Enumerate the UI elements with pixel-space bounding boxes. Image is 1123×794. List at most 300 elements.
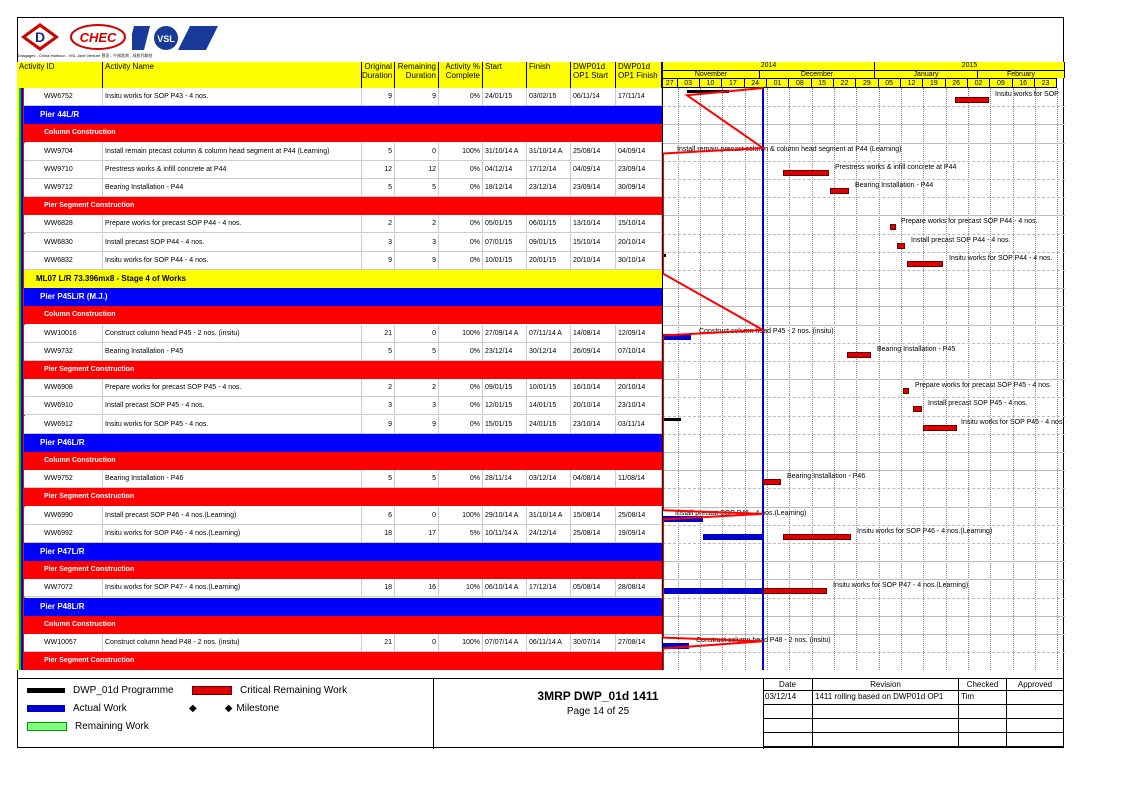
cell-pct: 10%	[439, 579, 483, 597]
wbs-label: Pier P45L/R (M.J.)	[40, 292, 108, 302]
revision-cell	[959, 719, 1007, 733]
col-header-start[interactable]: Start	[483, 62, 527, 88]
cell-rem: 0	[395, 507, 439, 525]
footer	[17, 678, 1064, 749]
timescale-week: 03	[678, 78, 700, 88]
revision-cell	[763, 719, 813, 733]
col-header-activity-id[interactable]: Activity ID	[17, 62, 103, 88]
cell-start: 06/10/14 A	[483, 579, 527, 597]
wbs-label: Column Construction	[44, 620, 116, 628]
revision-header: Checked	[959, 679, 1007, 691]
wbs-label: Pier 44L/R	[40, 110, 80, 120]
cell-finish: 31/10/14 A	[527, 507, 571, 525]
cell-rem: 3	[395, 397, 439, 415]
table-row[interactable]	[24, 88, 662, 106]
cell-op1-start: 13/10/14	[571, 215, 616, 233]
cell-finish: 07/11/14 A	[527, 325, 571, 343]
wbs-label: Pier P46L/R	[40, 437, 85, 447]
cell-rem: 5	[395, 179, 439, 197]
wbs-section-header[interactable]	[24, 561, 662, 579]
wbs-label: Column Construction	[44, 311, 116, 319]
table-row[interactable]	[24, 252, 662, 270]
cell-name: Insitu works for SOP P47 - 4 nos.(Learning)	[103, 579, 362, 597]
wbs-pier-header[interactable]	[24, 598, 662, 616]
cell-op1-start: 05/08/14	[571, 579, 616, 597]
cell-op1-start: 25/08/14	[571, 143, 616, 161]
cell-finish: 03/12/14	[527, 470, 571, 488]
revision-cell	[959, 733, 1007, 747]
timescale-month: February	[978, 70, 1065, 78]
cell-name: Construct column head P45 - 2 nos. (insitu)	[103, 325, 362, 343]
cell-pct: 0%	[439, 215, 483, 233]
cell-pct: 0%	[439, 179, 483, 197]
cell-id: WW9752	[24, 470, 103, 488]
cell-start: 09/01/15	[483, 379, 527, 397]
cell-orig: 3	[362, 234, 395, 252]
wbs-pier-header[interactable]	[24, 434, 662, 452]
cell-op1-finish: 17/11/14	[616, 88, 662, 106]
cell-start: 10/01/15	[483, 252, 527, 270]
bar-label: Construct column head P48 - 2 nos. (insitu)	[696, 637, 831, 644]
cell-op1-start: 25/08/14	[571, 525, 616, 543]
col-header-percent-complete[interactable]: Activity % Complete	[439, 62, 483, 88]
wbs-section-header[interactable]	[24, 361, 662, 379]
cell-orig: 6	[362, 507, 395, 525]
cell-rem: 16	[395, 579, 439, 597]
wbs-section-header[interactable]	[24, 124, 662, 142]
cell-orig: 3	[362, 397, 395, 415]
page-number: Page 14 of 25	[566, 706, 630, 717]
timescale-week: 16	[1013, 78, 1035, 88]
cell-name: Prepare works for precast SOP P45 - 4 nos.	[103, 379, 362, 397]
cell-orig: 2	[362, 379, 395, 397]
cell-id: WW6908	[24, 379, 103, 397]
revision-cell	[959, 705, 1007, 719]
cell-name: Install precast SOP P45 - 4 nos.	[103, 397, 362, 415]
bar-label: Bearing Installation - P46	[787, 473, 866, 481]
cell-name: Install remain precast column & column head segment at P44 (Learning)	[103, 143, 362, 161]
cell-rem: 0	[395, 325, 439, 343]
cell-orig: 2	[362, 215, 395, 233]
bar-label: Bearing Installation - P44	[855, 182, 934, 189]
cell-finish: 23/12/14	[527, 179, 571, 197]
cell-op1-start: 20/10/14	[571, 252, 616, 270]
revision-cell: 03/12/14	[763, 691, 813, 705]
table-row[interactable]	[24, 397, 662, 415]
cell-op1-finish: 30/10/14	[616, 252, 662, 270]
timescale-week: 17	[722, 78, 744, 88]
cell-finish: 03/02/15	[527, 88, 571, 106]
timescale-week: 05	[879, 78, 901, 88]
table-row[interactable]	[24, 179, 662, 197]
cell-op1-start: 15/08/14	[571, 507, 616, 525]
cell-orig: 21	[362, 325, 395, 343]
cell-finish: 14/01/15	[527, 397, 571, 415]
table-row[interactable]	[24, 525, 662, 543]
cell-orig: 5	[362, 179, 395, 197]
col-header-remaining-duration[interactable]: Remaining Duration	[395, 62, 439, 88]
col-header-op1-finish[interactable]: DWP01d OP1 Finish	[616, 62, 662, 88]
cell-rem: 0	[395, 143, 439, 161]
cell-finish: 06/01/15	[527, 215, 571, 233]
cell-pct: 100%	[439, 507, 483, 525]
bar-label: Bearing Installation - P45	[877, 345, 956, 353]
bar-label: Prepare works for precast SOP P45 - 4 nos.	[915, 382, 1052, 390]
wbs-section-header[interactable]	[24, 652, 662, 670]
vsl-logo-icon	[132, 22, 222, 52]
cell-pct: 100%	[439, 143, 483, 161]
timescale-week: 23	[1035, 78, 1057, 88]
cell-start: 10/11/14 A	[483, 525, 527, 543]
wbs-section-header[interactable]	[24, 616, 662, 634]
cell-finish: 20/01/15	[527, 252, 571, 270]
cell-op1-finish: 15/10/14	[616, 215, 662, 233]
cell-op1-finish: 19/09/14	[616, 525, 662, 543]
milestone-icon: ◆	[189, 703, 197, 714]
cell-rem: 0	[395, 634, 439, 652]
wbs-stage-header[interactable]	[24, 270, 662, 288]
legend-actual-label: Actual Work	[73, 703, 127, 714]
logo-caption: Dragages - China Harbour - VSL Joint Venture 寶嘉 - 中國港灣 - 威勝利聯營	[18, 53, 153, 58]
bar-label: Insitu works for SOP P45 - 4 nos.	[961, 418, 1065, 426]
cell-rem: 5	[395, 470, 439, 488]
cell-finish: 06/11/14 A	[527, 634, 571, 652]
timescale-week: 19	[923, 78, 945, 88]
timescale-month: December	[760, 70, 875, 78]
cell-id: WW9732	[24, 343, 103, 361]
col-header-activity-name[interactable]: Activity Name	[103, 62, 362, 88]
cell-start: 12/01/15	[483, 397, 527, 415]
cell-id: WW10016	[24, 325, 103, 343]
cell-rem: 3	[395, 234, 439, 252]
cell-orig: 9	[362, 252, 395, 270]
svg-text:CHEC: CHEC	[79, 30, 117, 45]
legend-programme	[27, 684, 174, 698]
cell-pct: 100%	[439, 325, 483, 343]
cell-orig: 9	[362, 416, 395, 434]
cell-name: Insitu works for SOP P46 - 4 nos.(Learning)	[103, 525, 362, 543]
legend-critical-label: Critical Remaining Work	[240, 685, 348, 696]
wbs-label: ML07 L/R 73.396mx8 - Stage 4 of Works	[36, 274, 187, 283]
cell-op1-finish: 12/09/14	[616, 325, 662, 343]
cell-orig: 5	[362, 343, 395, 361]
cell-start: 23/12/14	[483, 343, 527, 361]
revision-cell	[1007, 719, 1064, 733]
cell-name: Bearing Installation - P45	[103, 343, 362, 361]
cell-id: WW6992	[24, 525, 103, 543]
cell-op1-finish: 27/08/14	[616, 634, 662, 652]
cell-id: WW6752	[24, 88, 103, 106]
cell-op1-start: 04/08/14	[571, 470, 616, 488]
timescale-week: 09	[990, 78, 1012, 88]
cell-id: WW6912	[24, 416, 103, 434]
wbs-pier-header[interactable]	[24, 543, 662, 561]
legend-critical	[192, 684, 347, 698]
legend-remaining	[27, 720, 149, 734]
gantt-chart	[662, 62, 1065, 670]
milestone-icon: ◆	[224, 703, 233, 714]
bar-label: Prestress works & infill concrete at P44	[835, 163, 957, 171]
cell-op1-finish: 28/08/14	[616, 579, 662, 597]
wbs-label: Pier Segment Construction	[44, 366, 135, 373]
wbs-section-header[interactable]	[24, 306, 662, 324]
legend	[17, 679, 434, 749]
cell-orig: 5	[362, 470, 395, 488]
cell-pct: 100%	[439, 634, 483, 652]
legend-actual	[27, 702, 127, 716]
cell-start: 18/12/14	[483, 179, 527, 197]
bar-label: Insitu works for SOP P46 - 4 nos.(Learning)	[857, 527, 993, 535]
cell-rem: 9	[395, 88, 439, 106]
cell-op1-finish: 20/10/14	[616, 234, 662, 252]
table-row[interactable]	[24, 215, 662, 233]
cell-start: 27/09/14 A	[483, 325, 527, 343]
cell-op1-finish: 11/08/14	[616, 470, 662, 488]
timescale-week: 26	[946, 78, 968, 88]
cell-op1-finish: 30/09/14	[616, 179, 662, 197]
bar-label: Prepare works for precast SOP P44 - 4 nos.	[901, 218, 1038, 226]
revision-cell	[1007, 733, 1064, 747]
cell-id: WW9704	[24, 143, 103, 161]
cell-name: Insitu works for SOP P45 - 4 nos.	[103, 416, 362, 434]
legend-actual-swatch	[27, 705, 65, 712]
cell-finish: 17/12/14	[527, 579, 571, 597]
cell-pct: 0%	[439, 416, 483, 434]
cell-orig: 12	[362, 161, 395, 179]
wbs-label: Column Construction	[44, 129, 116, 137]
cell-pct: 0%	[439, 343, 483, 361]
cell-id: WW6910	[24, 397, 103, 415]
cell-rem: 9	[395, 416, 439, 434]
wbs-label: Pier P47L/R	[40, 547, 85, 556]
cell-finish: 31/10/14 A	[527, 143, 571, 161]
legend-remaining-swatch	[27, 722, 67, 731]
svg-text:VSL: VSL	[157, 34, 175, 44]
cell-op1-start: 16/10/14	[571, 379, 616, 397]
cell-name: Insitu works for SOP P43 - 4 nos.	[103, 88, 362, 106]
timescale-week: 15	[812, 78, 834, 88]
cell-name: Bearing Installation - P44	[103, 179, 362, 197]
timescale-week: 02	[968, 78, 990, 88]
cell-rem: 12	[395, 161, 439, 179]
revision-cell	[813, 719, 959, 733]
cell-finish: 10/01/15	[527, 379, 571, 397]
legend-programme-label: DWP_01d Programme	[73, 685, 174, 696]
cell-orig: 21	[362, 634, 395, 652]
revision-header: Revision	[813, 679, 959, 691]
cell-pct: 0%	[439, 161, 483, 179]
cell-name: Install precast SOP P46 - 4 nos.(Learning)	[103, 507, 362, 525]
bar-label: Install precast SOP P45 - 4 nos.	[928, 400, 1028, 408]
timescale-week: 22	[834, 78, 856, 88]
cell-start: 24/01/15	[483, 88, 527, 106]
cell-name: Bearing Installation - P46	[103, 470, 362, 488]
cell-op1-start: 20/10/14	[571, 397, 616, 415]
bar-label: Install precast SOP P46 - 4 nos.(Learning)	[675, 509, 807, 517]
chec-logo-icon	[70, 24, 126, 50]
bar-label: Install precast SOP P44 - 4 nos.	[911, 236, 1011, 244]
cell-start: 31/10/14 A	[483, 143, 527, 161]
cell-finish: 17/12/14	[527, 161, 571, 179]
table-row[interactable]	[24, 161, 662, 179]
timescale-week: 08	[789, 78, 811, 88]
cell-id: WW6828	[24, 215, 103, 233]
cell-finish: 30/12/14	[527, 343, 571, 361]
table-row[interactable]	[24, 507, 662, 525]
revision-cell	[813, 733, 959, 747]
bar-label: Install remain precast column & column head segment at P44 (Learning)	[677, 145, 902, 153]
cell-name: Prepare works for precast SOP P44 - 4 nos.	[103, 215, 362, 233]
wbs-pier-header[interactable]	[24, 288, 662, 306]
bar-label: Insitu works for SOP	[995, 91, 1059, 98]
cell-start: 05/01/15	[483, 215, 527, 233]
cell-rem: 9	[395, 252, 439, 270]
bar-label: Insitu works for SOP P47 - 4 nos.(Learning)	[833, 582, 969, 590]
cell-finish: 09/01/15	[527, 234, 571, 252]
cell-start: 29/10/14 A	[483, 507, 527, 525]
wbs-label: Pier Segment Construction	[44, 202, 135, 210]
cell-start: 04/12/14	[483, 161, 527, 179]
revision-cell	[1007, 705, 1064, 719]
cell-start: 07/01/15	[483, 234, 527, 252]
cell-pct: 0%	[439, 234, 483, 252]
cell-op1-finish: 07/10/14	[616, 343, 662, 361]
col-header-op1-start[interactable]: DWP01d OP1 Start	[571, 62, 616, 88]
table-row[interactable]	[24, 143, 662, 161]
table-row[interactable]	[24, 416, 662, 434]
wbs-label: Pier Segment Construction	[44, 493, 135, 501]
cell-name: Insitu works for SOP P44 - 4 nos.	[103, 252, 362, 270]
cell-pct: 0%	[439, 88, 483, 106]
cell-orig: 5	[362, 143, 395, 161]
revision-cell	[813, 705, 959, 719]
legend-milestone-label: Milestone	[236, 703, 280, 714]
svg-text:D: D	[34, 29, 46, 45]
cell-op1-finish: 20/10/14	[616, 379, 662, 397]
cell-pct: 5%	[439, 525, 483, 543]
cell-op1-finish: 23/10/14	[616, 397, 662, 415]
table-row[interactable]	[24, 634, 662, 652]
cell-rem: 5	[395, 343, 439, 361]
table-row[interactable]	[24, 379, 662, 397]
revision-cell: Tim	[959, 691, 1007, 705]
timescale-week: 10	[700, 78, 722, 88]
wbs-section-header[interactable]	[24, 197, 662, 215]
table-row[interactable]	[24, 325, 662, 343]
cell-finish: 24/01/15	[527, 416, 571, 434]
wbs-label: Column Construction	[44, 457, 116, 464]
bar-label: Insitu works for SOP P44 - 4 nos.	[949, 254, 1053, 262]
cell-op1-start: 23/09/14	[571, 179, 616, 197]
revision-table	[763, 679, 1064, 749]
legend-milestone	[189, 702, 279, 716]
cell-op1-start: 06/11/14	[571, 88, 616, 106]
cell-pct: 0%	[439, 379, 483, 397]
cell-op1-start: 04/09/14	[571, 161, 616, 179]
cell-op1-finish: 04/09/14	[616, 143, 662, 161]
wbs-pier-header[interactable]	[24, 106, 662, 124]
cell-id: WW6990	[24, 507, 103, 525]
legend-remaining-label: Remaining Work	[75, 721, 149, 732]
wbs-section-header[interactable]	[24, 488, 662, 506]
col-header-finish[interactable]: Finish	[527, 62, 571, 88]
revision-cell: 1411 rolling based on DWP01d OP1	[813, 691, 959, 705]
cell-start: 15/01/15	[483, 416, 527, 434]
cell-rem: 2	[395, 215, 439, 233]
wbs-label: Pier Segment Construction	[44, 657, 135, 665]
bar-label: Construct column head P45 - 2 nos. (insitu)	[699, 327, 834, 335]
cell-op1-start: 23/10/14	[571, 416, 616, 434]
title-block	[433, 679, 764, 749]
timescale-week: 29	[856, 78, 878, 88]
dragages-logo-icon	[20, 22, 60, 52]
revision-header: Approved	[1007, 679, 1064, 691]
timescale-week: 12	[901, 78, 923, 88]
revision-header: Date	[763, 679, 813, 691]
timescale-month: November	[663, 70, 760, 78]
revision-cell	[763, 733, 813, 747]
cell-orig: 18	[362, 579, 395, 597]
cell-name: Construct column head P48 - 2 nos. (insitu)	[103, 634, 362, 652]
table-row[interactable]	[24, 234, 662, 252]
cell-op1-finish: 23/09/14	[616, 161, 662, 179]
timescale-week: 27	[663, 78, 678, 88]
cell-pct: 0%	[439, 470, 483, 488]
cell-op1-start: 26/09/14	[571, 343, 616, 361]
cell-name: Install precast SOP P44 - 4 nos.	[103, 234, 362, 252]
timescale-week: 24	[745, 78, 767, 88]
revision-cell	[1007, 691, 1064, 705]
cell-op1-start: 30/07/14	[571, 634, 616, 652]
cell-id: WW6832	[24, 252, 103, 270]
cell-op1-start: 14/08/14	[571, 325, 616, 343]
cell-rem: 2	[395, 379, 439, 397]
cell-id: WW10057	[24, 634, 103, 652]
wbs-section-header[interactable]	[24, 452, 662, 470]
table-row[interactable]	[24, 579, 662, 597]
cell-id: WW7072	[24, 579, 103, 597]
cell-name: Prestress works & infill concrete at P44	[103, 161, 362, 179]
cell-id: WW9710	[24, 161, 103, 179]
cell-start: 07/07/14 A	[483, 634, 527, 652]
wbs-label: Pier Segment Construction	[44, 566, 135, 574]
cell-id: WW6830	[24, 234, 103, 252]
progress-line	[663, 62, 1065, 670]
cell-op1-finish: 03/11/14	[616, 416, 662, 434]
legend-programme-swatch	[27, 688, 65, 693]
cell-orig: 18	[362, 525, 395, 543]
wbs-label: Pier P48L/R	[40, 601, 85, 611]
table-row[interactable]	[24, 343, 662, 361]
cell-pct: 0%	[439, 397, 483, 415]
cell-pct: 0%	[439, 252, 483, 270]
cell-op1-finish: 25/08/14	[616, 507, 662, 525]
cell-finish: 24/12/14	[527, 525, 571, 543]
revision-cell	[763, 705, 813, 719]
cell-rem: 17	[395, 525, 439, 543]
legend-critical-swatch	[192, 686, 232, 695]
col-header-original-duration[interactable]: Original Duration	[362, 62, 395, 88]
cell-op1-start: 15/10/14	[571, 234, 616, 252]
timescale-year: 2014	[663, 62, 875, 70]
cell-orig: 9	[362, 88, 395, 106]
table-row[interactable]	[24, 470, 662, 488]
timescale-week: 01	[767, 78, 789, 88]
timescale-year: 2015	[875, 62, 1065, 70]
cell-start: 28/11/14	[483, 470, 527, 488]
cell-id: WW9712	[24, 179, 103, 197]
document-title: 3MRP DWP_01d 1411	[537, 689, 659, 703]
